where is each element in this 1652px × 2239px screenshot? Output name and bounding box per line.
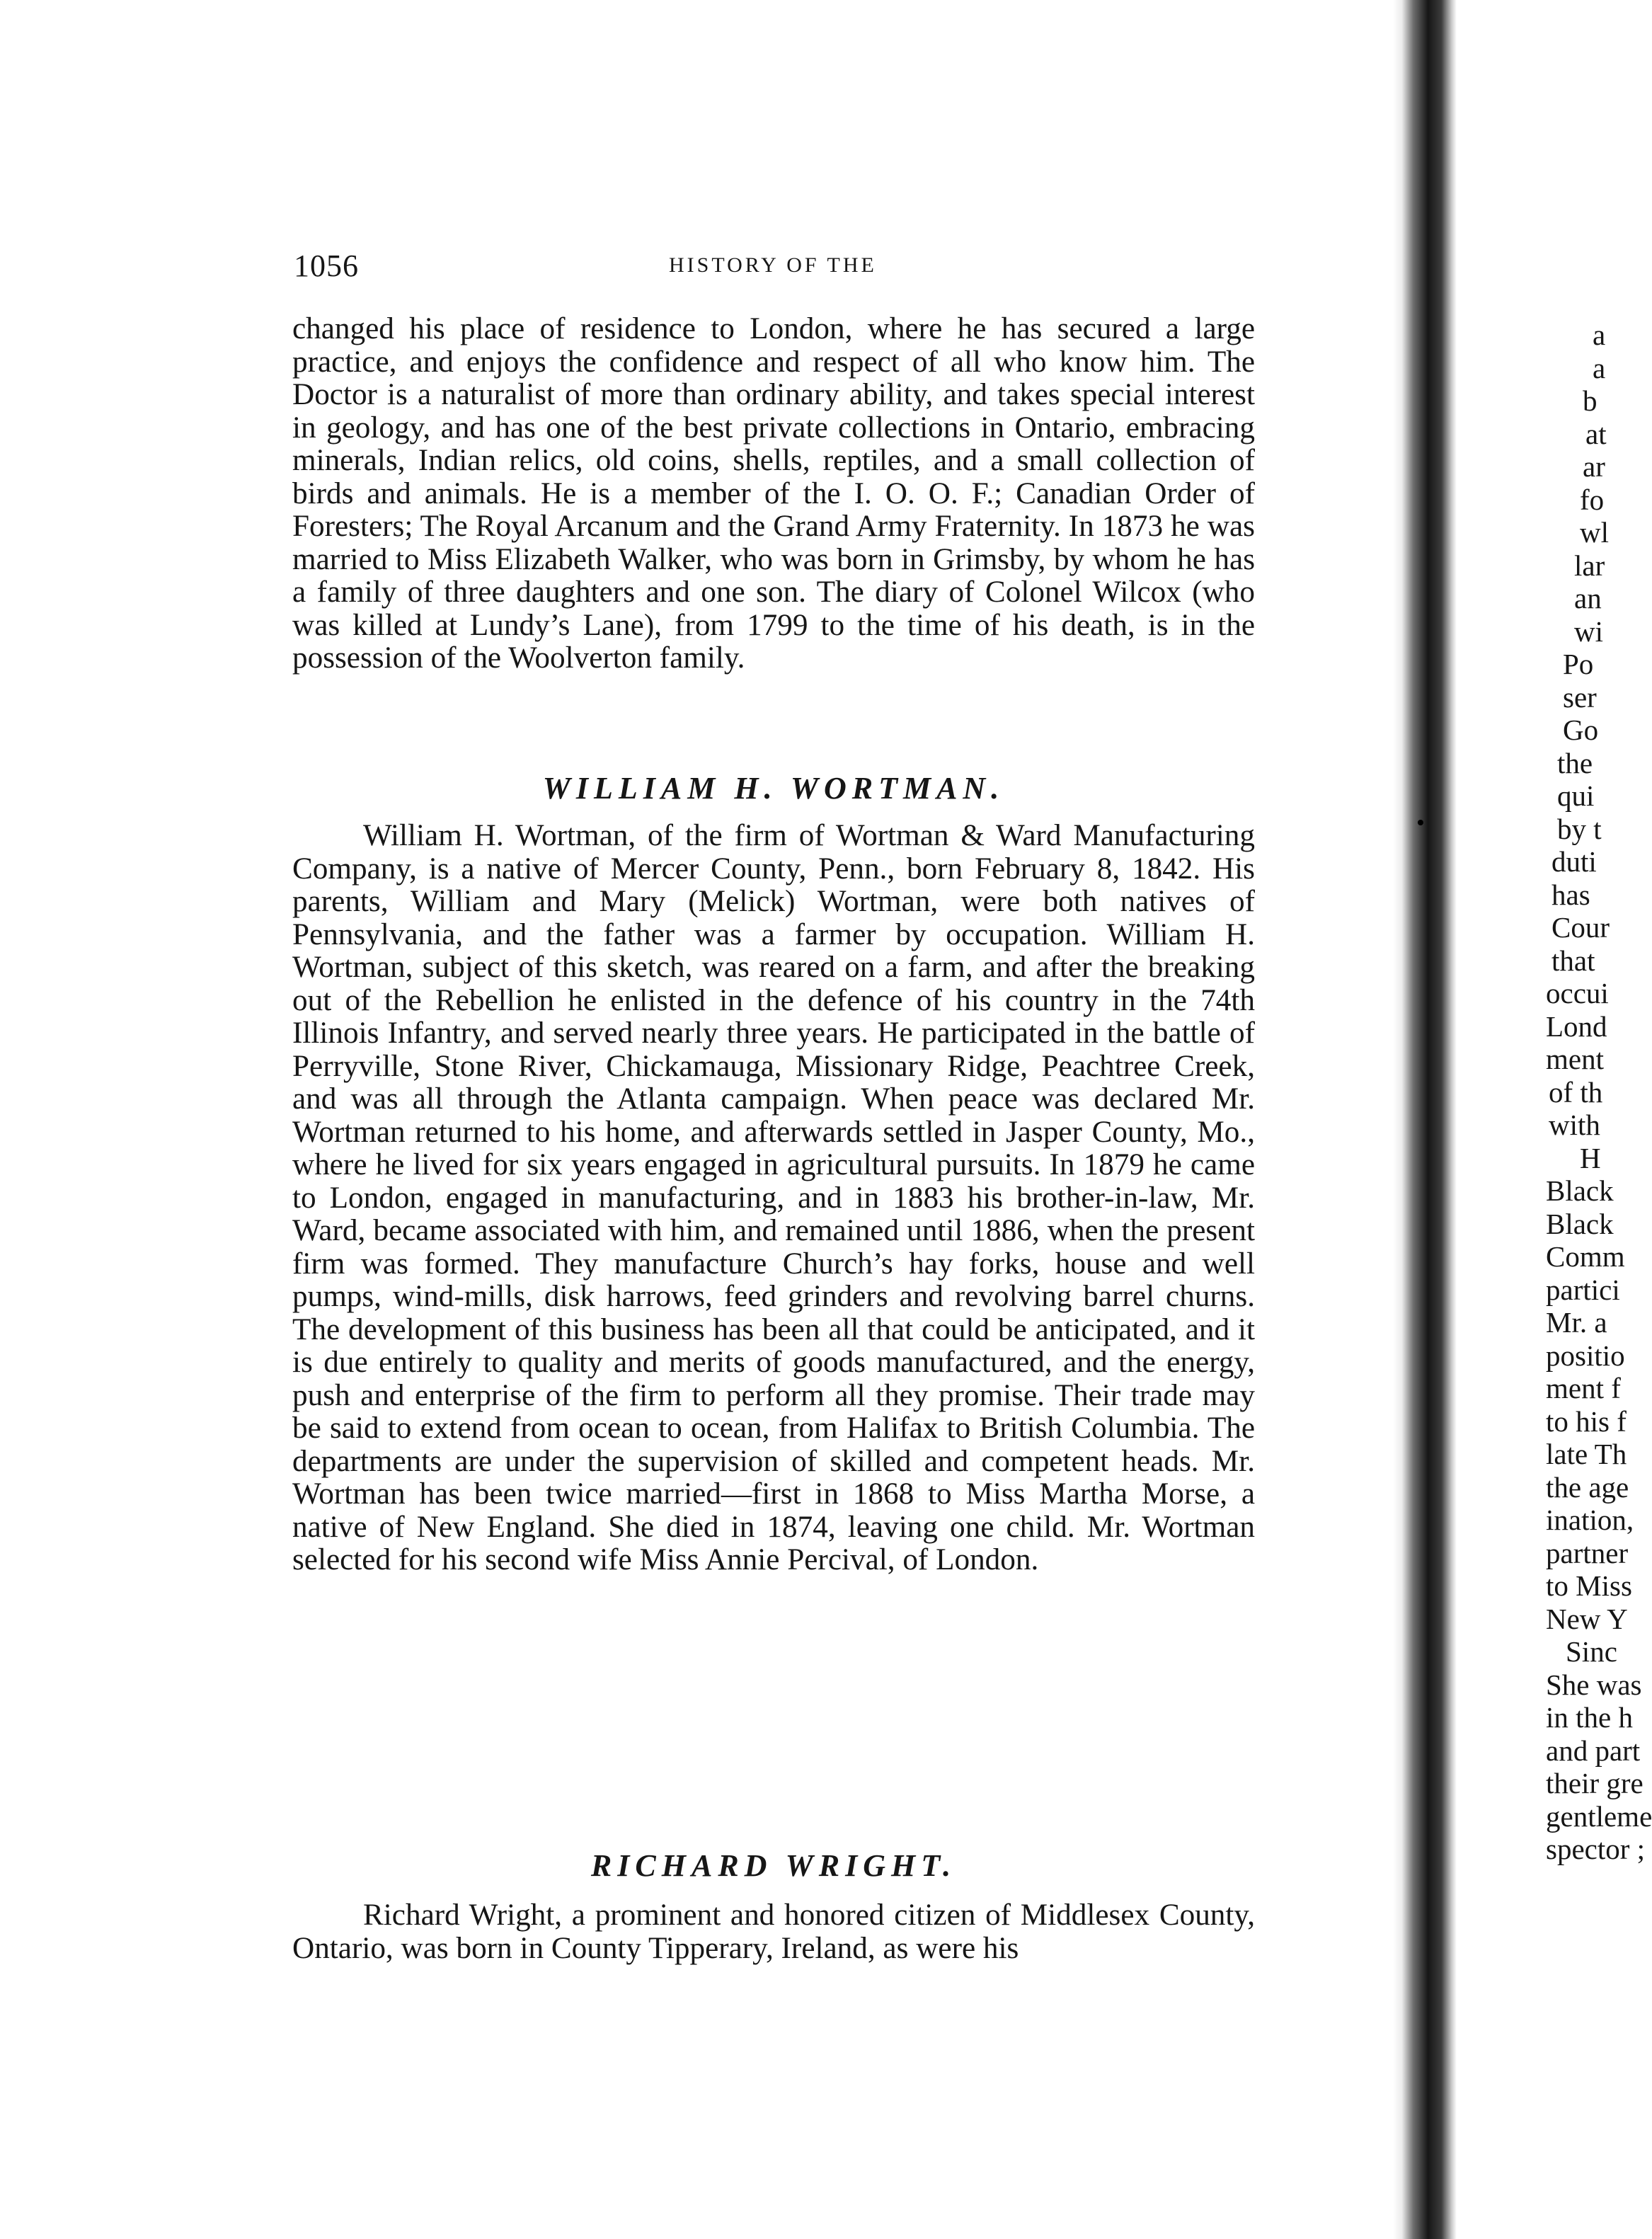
facing-page-line: fo <box>1580 483 1605 516</box>
facing-page-line: b <box>1583 384 1597 417</box>
facing-page-line: ment f <box>1546 1372 1621 1404</box>
facing-page-line: an <box>1574 582 1602 614</box>
facing-page-line: and part <box>1546 1734 1641 1767</box>
facing-page-line: ser <box>1563 680 1597 714</box>
wright-paragraph: Richard Wright, a prominent and honored citizen of Middlesex County, Ontario, was born in County Tipperary, Ireland, as were his <box>292 1899 1255 1965</box>
facing-page-line: to Miss <box>1546 1569 1632 1602</box>
facing-page-line: New Y <box>1546 1602 1628 1635</box>
section-heading-wortman: WILLIAM H. WORTMAN. <box>542 771 1005 806</box>
facing-page-line: Go <box>1563 714 1599 746</box>
facing-page-line: spector ; <box>1546 1833 1646 1865</box>
facing-page-line: partner <box>1546 1536 1629 1569</box>
facing-page-line: with <box>1549 1109 1600 1141</box>
facing-page-line: positio <box>1546 1339 1625 1372</box>
facing-page-line: by t <box>1557 812 1602 845</box>
page-number: 1056 <box>294 248 359 283</box>
facing-page-line: partici <box>1546 1273 1620 1306</box>
facing-page-line: wi <box>1574 614 1603 648</box>
facing-page-line: Mr. a <box>1546 1306 1607 1339</box>
facing-page-line: Sinc <box>1566 1635 1617 1668</box>
facing-page-line: has <box>1551 878 1590 911</box>
facing-page-line: lar <box>1574 549 1605 582</box>
facing-page-line: gentleme <box>1546 1799 1652 1833</box>
facing-page-line: the <box>1557 746 1593 779</box>
facing-page-line: wl <box>1580 516 1609 549</box>
facing-page-line: a <box>1593 351 1606 384</box>
facing-page-line: duti <box>1551 845 1597 878</box>
facing-page-line: Lond <box>1546 1009 1607 1043</box>
facing-page-line: ination, <box>1546 1504 1634 1536</box>
facing-page-line: qui <box>1557 779 1595 812</box>
facing-page-line: the age <box>1546 1470 1629 1504</box>
facing-page-line: Comm <box>1546 1240 1625 1273</box>
facing-page-line: that <box>1551 944 1595 977</box>
wortman-paragraph: William H. Wortman, of the firm of Wortman & Ward Manufacturing Company, is a native of Mercer County, Penn., born February 8, 1842. His parents, William and Mary (Melick) Wortman, were both natives of Pennsylvania, and the father was a farmer by occupation. William H. Wortman, subject of this sketch, was reared on a farm, and after the breaking out of the Rebellion he enlisted in the defence of his country in the 74th Illinois Infantry, and served nearly three years. He participated in the battle of Perryville, Stone River, Chickamauga, Missionary Ridge, Peachtree Creek, and was all through the Atlanta campaign. When peace was declared Mr. Wortman returned to his home, and afterwards settled in Jasper County, Mo., where he lived for six years engaged in agricultural pursuits. In 1879 he came to London, engaged in manufacturing, and in 1883 his brother-in-law, Mr. Ward, became associated with him, and remained until 1886, when the present firm was formed. They manufacture Church’s hay forks, house and well pumps, wind-mills, disk harrows, feed grinders and revolving barrel churns. The development of this business has been all that could be anticipated, and it is due entirely to quality and merits of goods manufactured, and the energy, push and enterprise of the firm to perform all they promise. Their trade may be said to extend from ocean to ocean, from Halifax to British Columbia. The departments are under the supervision of skilled and competent heads. Mr. Wortman has been twice married—first in 1868 to Miss Martha Morse, a native of New England. She died in 1874, leaving one child. Mr. Wortman selected for his second wife Miss Annie Percival, of London. <box>292 819 1255 1576</box>
facing-page-line: a <box>1593 319 1606 351</box>
facing-page-line: Black <box>1546 1174 1614 1207</box>
facing-page-line: at <box>1585 417 1607 450</box>
facing-page-line: H <box>1580 1141 1601 1174</box>
facing-page-line: Black <box>1546 1207 1614 1240</box>
facing-page-line: of th <box>1549 1075 1603 1109</box>
facing-page-fragment <box>1546 319 1652 1865</box>
gutter-mark <box>1418 820 1423 825</box>
facing-page-line: Cour <box>1551 911 1610 944</box>
section-heading-wright: RICHARD WRIGHT. <box>590 1848 957 1883</box>
facing-page-line: their gre <box>1546 1767 1644 1799</box>
facing-page-line: Po <box>1563 648 1594 680</box>
facing-page-line: ar <box>1583 450 1605 483</box>
running-title: HISTORY OF THE <box>669 253 877 277</box>
facing-page-line: ment <box>1546 1043 1604 1075</box>
running-header <box>294 248 1249 290</box>
intro-paragraph: changed his place of residence to London, where he has secured a large practice, and enjoys the confidence and respect of all who know him. The Doctor is a naturalist of more than ordinary ability, and takes special interest in geology, and has one of the best private collections in Ontario, embracing minerals, Indian relics, old coins, shells, reptiles, and a small collection of birds and animals. He is a member of the I. O. O. F.; Canadian Order of Foresters; The Royal Arcanum and the Grand Army Fraternity. In 1873 he was married to Miss Elizabeth Walker, who was born in Grimsby, by whom he has a family of three daughters and one son. The diary of Colonel Wilcox (who was killed at Lundy’s Lane), from 1799 to the time of his death, is in the possession of the Woolverton family. <box>292 312 1255 675</box>
facing-page-line: to his f <box>1546 1404 1627 1438</box>
facing-page-line: She was <box>1546 1668 1642 1701</box>
facing-page-line: late Th <box>1546 1438 1627 1470</box>
facing-page-line: in the h <box>1546 1701 1633 1734</box>
facing-page-line: occui <box>1546 977 1609 1009</box>
book-gutter <box>1393 0 1457 2239</box>
